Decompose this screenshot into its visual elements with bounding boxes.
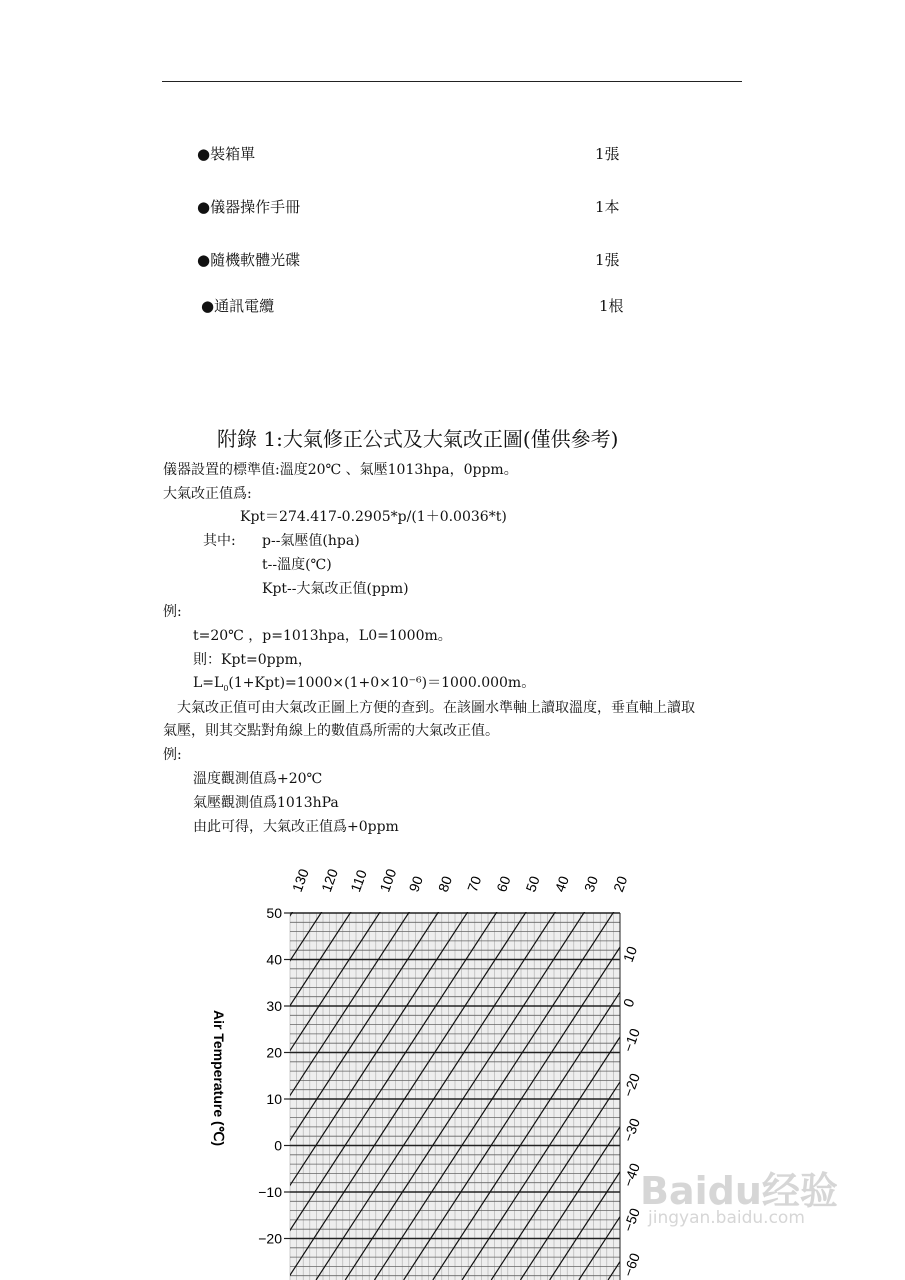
y-axis-label: Air Temperature (℃) bbox=[211, 1010, 227, 1147]
ppm-top-label: 90 bbox=[405, 873, 426, 895]
chart-grid bbox=[284, 913, 620, 1280]
ppm-top-label: 40 bbox=[551, 873, 572, 895]
ppm-line bbox=[82, 905, 326, 1280]
ppm-top-label: 70 bbox=[463, 873, 485, 895]
y-tick-label: 0 bbox=[274, 1137, 282, 1154]
subscript: 0 bbox=[223, 683, 229, 693]
ppm-top-label: 30 bbox=[580, 873, 602, 895]
ppm-top-label: 20 bbox=[609, 873, 631, 895]
y-tick-label: 20 bbox=[266, 1044, 282, 1061]
ppm-top-label: 50 bbox=[522, 873, 543, 895]
ppm-right-label: −30 bbox=[619, 1116, 643, 1144]
text-line: t=20℃ ，p=1013hpa，L0=1000m。 bbox=[193, 628, 452, 644]
text-line: 大氣改正值爲: bbox=[163, 486, 252, 502]
ppm-top-label: 110 bbox=[347, 867, 370, 895]
text-line: 儀器設置的標準值:溫度20℃ 、氣壓1013hpa，0ppm。 bbox=[163, 462, 518, 478]
list-item-qty: 1張 bbox=[595, 251, 620, 269]
ppm-top-label: 100 bbox=[376, 866, 400, 895]
watermark-url: jingyan.baidu.com bbox=[648, 1208, 805, 1228]
list-item-qty: 1根 bbox=[599, 297, 624, 315]
list-item-qty: 1張 bbox=[595, 145, 620, 163]
text-line: Kpt--大氣改正值(ppm) bbox=[262, 581, 409, 597]
text-line: p--氣壓值(hpa) bbox=[262, 533, 360, 549]
header-rule bbox=[162, 81, 742, 82]
text-line: 大氣改正值可由大氣改正圖上方便的查到。在該圖水準軸上讀取溫度，垂直軸上讀取 bbox=[163, 700, 695, 716]
list-item-qty: 1本 bbox=[595, 198, 620, 216]
text-line: 其中: bbox=[203, 533, 236, 549]
ppm-right-label: 0 bbox=[619, 996, 638, 1010]
formula: Kpt＝274.417-0.2905*p/(1＋0.0036*t) bbox=[240, 509, 507, 525]
text-line: 例: bbox=[163, 604, 182, 620]
y-tick-label: 30 bbox=[266, 998, 282, 1014]
text-line: 氣壓觀測值爲1013hPa bbox=[193, 795, 339, 811]
text-line: 氣壓，則其交點對角線上的數值爲所需的大氣改正值。 bbox=[163, 723, 499, 739]
text-line: 例: bbox=[163, 747, 182, 763]
ppm-right-label: 10 bbox=[619, 944, 641, 965]
text-part: (1+Kpt)=1000×(1+0×10⁻⁶)＝1000.000m。 bbox=[228, 675, 536, 691]
text-line bbox=[193, 674, 535, 698]
y-tick-label: −20 bbox=[258, 1230, 282, 1247]
y-tick-label: 10 bbox=[266, 1091, 282, 1107]
watermark-logo: Baidu经验 bbox=[640, 1169, 838, 1213]
ppm-right-label: −20 bbox=[619, 1071, 643, 1099]
ppm-top-label: 80 bbox=[434, 873, 456, 895]
ppm-top-label: 60 bbox=[493, 873, 514, 895]
text-part: L=L bbox=[193, 675, 224, 691]
y-tick-label: 50 bbox=[266, 905, 282, 921]
y-tick-label: 40 bbox=[266, 951, 282, 968]
ppm-top-label: 130 bbox=[288, 866, 312, 895]
text-line: t--溫度(℃) bbox=[262, 557, 332, 573]
text-line: 由此可得，大氣改正值爲+0ppm bbox=[193, 819, 399, 835]
ppm-line bbox=[53, 905, 297, 1280]
list-item-name: ●隨機軟體光碟 bbox=[197, 251, 301, 269]
y-tick-label: −10 bbox=[258, 1184, 282, 1200]
ppm-top-label: 120 bbox=[317, 866, 342, 895]
list-item-name: ●裝箱單 bbox=[197, 145, 256, 163]
ppm-right-label: −60 bbox=[619, 1250, 643, 1279]
ppm-right-label: −10 bbox=[619, 1026, 643, 1055]
appendix-title: 附錄 1:大氣修正公式及大氣改正圖(僅供參考) bbox=[217, 427, 619, 451]
ppm-right-label: −50 bbox=[619, 1205, 643, 1234]
text-line: 溫度觀測值爲+20℃ bbox=[193, 771, 323, 787]
ppm-right-label: −40 bbox=[619, 1161, 643, 1189]
list-item-name: ●儀器操作手冊 bbox=[197, 198, 301, 216]
text-line: 則：Kpt=0ppm， bbox=[193, 652, 312, 668]
list-item-name: ●通訊電纜 bbox=[201, 297, 275, 315]
